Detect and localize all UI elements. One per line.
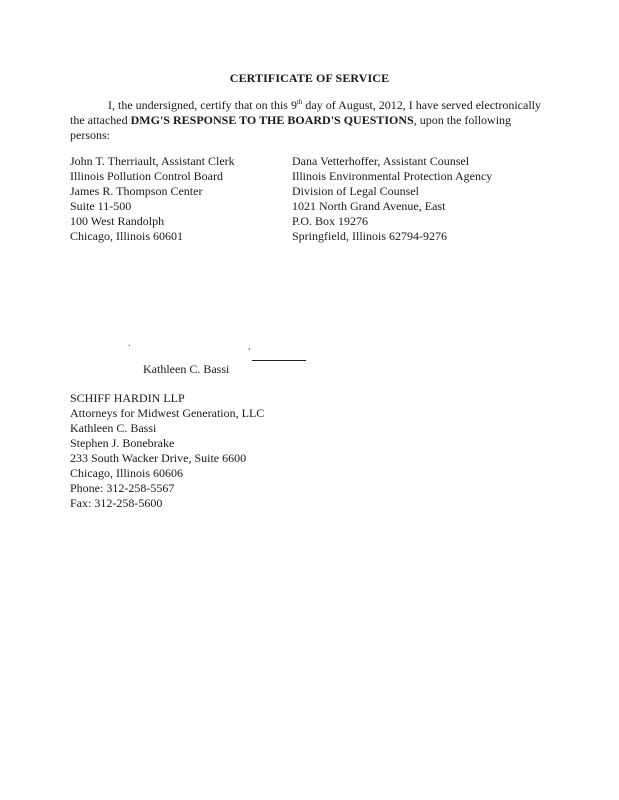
firm-line: Chicago, Illinois 60606: [70, 466, 183, 480]
address-line: Illinois Environmental Protection Agency: [292, 169, 493, 183]
address-line: Suite 11-500: [70, 199, 132, 213]
firm-line: Phone: 312-258-5567: [70, 481, 175, 495]
document-title: CERTIFICATE OF SERVICE: [229, 71, 390, 85]
firm-line: Attorneys for Midwest Generation, LLC: [70, 406, 265, 420]
address-line: Dana Vetterhoffer, Assistant Counsel: [292, 154, 470, 168]
intro-text-middle: day of August, 2012, I have served electronically the attached: [70, 98, 541, 127]
address-line: Chicago, Illinois 60601: [70, 229, 183, 243]
address-line: 1021 North Grand Avenue, East: [292, 199, 446, 213]
firm-line: 233 South Wacker Drive, Suite 6600: [70, 451, 247, 465]
certification-paragraph: [70, 98, 545, 143]
firm-line: SCHIFF HARDIN LLP: [70, 391, 185, 405]
intro-text-start: I, the undersigned, certify that on this 9: [108, 98, 297, 112]
document-served-title: DMG'S RESPONSE TO THE BOARD'S QUESTIONS: [130, 113, 414, 127]
address-line: John T. Therriault, Assistant Clerk: [70, 154, 235, 168]
signature-mark: .: [128, 338, 131, 349]
address-line: Springfield, Illinois 62794-9276: [292, 229, 447, 243]
address-line: James R. Thompson Center: [70, 184, 203, 198]
address-line: 100 West Randolph: [70, 214, 165, 228]
signature-mark: ,: [248, 341, 251, 352]
address-line: Division of Legal Counsel: [292, 184, 419, 198]
address-line: P.O. Box 19276: [292, 214, 369, 228]
intro-text-end: , upon the following persons:: [70, 113, 512, 142]
signer-name: Kathleen C. Bassi: [143, 362, 230, 376]
firm-line: Stephen J. Bonebrake: [70, 436, 175, 450]
recipient-address-right: [292, 154, 492, 244]
firm-block: [70, 391, 264, 511]
address-line: Illinois Pollution Control Board: [70, 169, 224, 183]
signature-line: [252, 360, 306, 361]
firm-line: Kathleen C. Bassi: [70, 421, 157, 435]
recipient-address-left: [70, 154, 235, 244]
firm-line: Fax: 312-258-5600: [70, 496, 163, 510]
ordinal-suffix: th: [296, 98, 303, 106]
